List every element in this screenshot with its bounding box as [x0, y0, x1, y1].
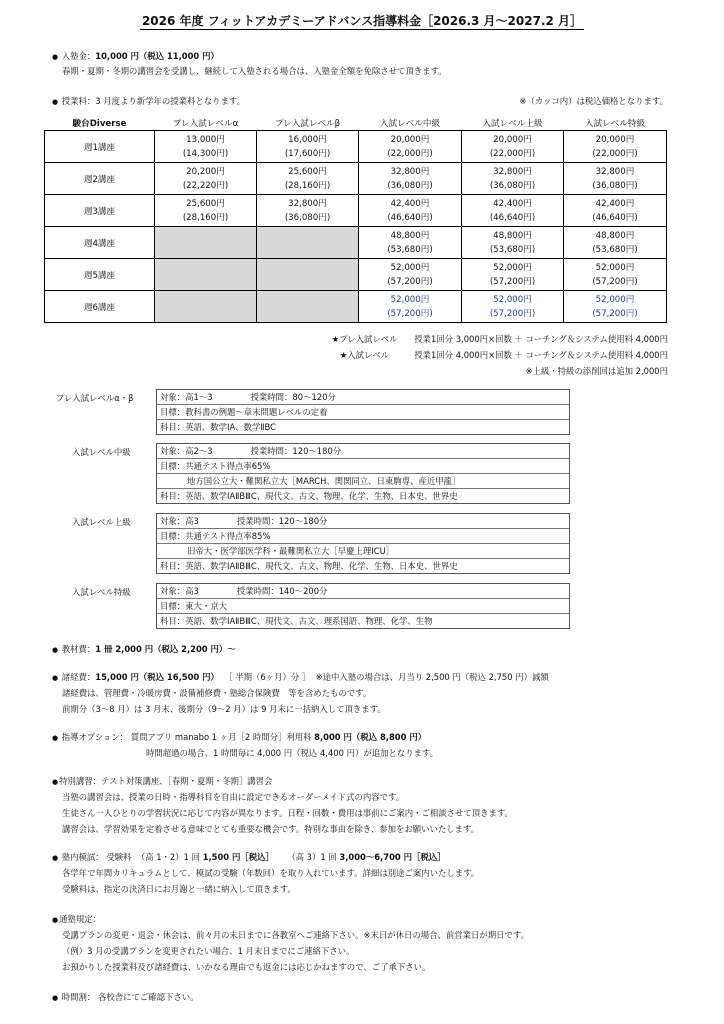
level-row: 科目：英語、数学ⅠAⅡBⅢC、現代文、古文、理系国語、物理、化学、生物	[160, 616, 433, 626]
price-cell: 52,000円 (57,200円)	[359, 291, 462, 323]
price-cell: 42,400円 (46,640円)	[564, 195, 667, 227]
level-row: 対象：高3 授業時間：120～180分	[157, 514, 569, 529]
option-extra: 時間超過の場合、1 時間毎に 4,000 円（税込 4,400 円）が追加となります。	[146, 748, 439, 758]
level-box	[156, 443, 570, 504]
option-fee: ● 指導オプション： 質問アプリ manabo 1 ヶ月［2 時間分］利用料 8,000 円（税込 8,800 円）	[52, 731, 426, 744]
admission-note: 春期・夏期・冬期の講習会を受講し、継続して入塾される場合は、入塾金全額を免除させて頂きます。	[62, 66, 447, 76]
fee-note: ★プレ入試レベル 授業1回分 3,000円×回数 ＋ コーチング＆システム使用料 4,000円	[331, 334, 668, 344]
level-row: 地方国公立大・難関私立大［MARCH、関関同立、日東駒専、産近甲龍］	[157, 474, 569, 489]
price-cell: 52,000円 (57,200円)	[359, 259, 462, 291]
mock-exam: ● 塾内模試： 受験料 （高 1・2）1 回 1,500 円［税込］ （高 3）1 回 3,000～6,700 円［税込］	[52, 851, 446, 864]
price-cell: 20,000円 (22,000円)	[462, 131, 564, 163]
price-cell: 42,400円 (46,640円)	[359, 195, 462, 227]
level-name: 入試レベル上級	[72, 517, 131, 527]
level-name: 入試レベル中級	[72, 447, 131, 457]
level-row: 科目：英語、数学ⅠAⅡBⅢC、現代文、古文、物理、化学、生物、日本史、世界史	[160, 491, 458, 501]
price-cell: 52,000円 (57,200円)	[462, 291, 564, 323]
price-cell: 48,800円 (53,680円)	[462, 227, 564, 259]
price-cell: 16,000円 (17,600円)	[257, 131, 359, 163]
level-row: 科目：英語、数学ⅠA、数学ⅡBC	[160, 422, 276, 432]
tuition-heading: ● 授業料：3 月度より新学年の授業料となります。	[52, 95, 245, 108]
page-title: 2026 年度 フィットアカデミーアドバンス指導料金［2026.3 月～2027.2 月］	[141, 14, 583, 28]
empty-cell	[257, 227, 359, 259]
misc-fee-note: 前期分（3～8 月）は 3 月末、後期分（9～2 月）は 9 月末に一括納入して頂きます。	[62, 704, 386, 714]
level-row: 目標：東大・京大	[157, 599, 569, 614]
level-row: 対象：高2～3 授業時間：120～180分	[157, 444, 569, 459]
admission-fee: ● 入塾金：10,000 円（税込 11,000 円）	[52, 50, 219, 63]
price-cell: 52,000円 (57,200円)	[564, 291, 667, 323]
fee-note: ★入試レベル 授業1回分 4,000円×回数 ＋ コーチング＆システム使用料 4,000円	[339, 350, 668, 360]
materials-fee: ● 教材費：1 冊 2,000 円（税込 2,200 円）～	[52, 643, 236, 656]
header-cell: プレ入試レベルα	[155, 116, 257, 131]
table-row	[45, 195, 667, 227]
header-cell: プレ入試レベルβ	[257, 116, 359, 131]
level-box	[156, 513, 570, 574]
fee-table-header	[45, 116, 667, 131]
level-row: 目標：共通テスト得点率85%	[157, 529, 569, 544]
price-cell: 48,800円 (53,680円)	[564, 227, 667, 259]
row-label: 週4講座	[45, 227, 155, 259]
row-label: 週6講座	[45, 291, 155, 323]
price-cell: 25,600円 (28,160円)	[257, 163, 359, 195]
level-row: 対象：高3 授業時間：140～200分	[157, 584, 569, 599]
empty-cell	[155, 291, 257, 323]
row-label: 週3講座	[45, 195, 155, 227]
level-row: 対象：高1～3 授業時間：80～120分	[157, 390, 569, 405]
price-cell: 42,400円 (46,640円)	[462, 195, 564, 227]
level-name: プレ入試レベルα・β	[56, 393, 134, 403]
price-cell: 25,600円 (28,160円)	[155, 195, 257, 227]
price-cell: 52,000円 (57,200円)	[564, 259, 667, 291]
level-row: 目標：教科書の例題～章末問題レベルの定着	[157, 405, 569, 420]
mock-note: 各学年で年間カリキュラムとして、模試の受験（年数回）を取り入れています。詳細は別途ご案内いたします。	[62, 868, 480, 878]
rules-note: 受講プランの変更・退会・休会は、前々月の末日までに各教室へご連絡下さい。※末日が休日の場合、前営業日が期日です。	[62, 930, 529, 940]
price-cell: 20,000円 (22,000円)	[359, 131, 462, 163]
table-row	[45, 227, 667, 259]
special-note: 当塾の講習会は、授業の日時・指導科目を自由に設定できるオーダーメイド式の内容です。	[62, 792, 405, 802]
level-name: 入試レベル特級	[72, 587, 131, 597]
price-cell: 48,800円 (53,680円)	[359, 227, 462, 259]
table-row	[45, 259, 667, 291]
schedule: ● 時間割： 各校舎にてご確認下さい。	[52, 991, 198, 1004]
table-row	[45, 131, 667, 163]
empty-cell	[155, 259, 257, 291]
price-cell: 32,800円 (36,080円)	[257, 195, 359, 227]
row-label: 週1講座	[45, 131, 155, 163]
price-cell: 32,800円 (36,080円)	[462, 163, 564, 195]
table-row	[45, 163, 667, 195]
level-row: 旧帝大・医学部医学科・最難関私立大［早慶上理ICU］	[157, 544, 569, 559]
special-course: ● 特別講習：テスト対策講座、［春期・夏期・冬期］講習会	[52, 775, 272, 788]
level-box	[156, 389, 570, 435]
price-cell: 32,800円 (36,080円)	[359, 163, 462, 195]
rules-note: お預かりした授業料及び諸経費は、いかなる理由でも返金には応じかねますので、ご了承下さい。	[62, 962, 431, 972]
price-cell: 52,000円 (57,200円)	[462, 259, 564, 291]
mock-note: 受験料は、指定の決済日にお月謝と一緒に納入して頂きます。	[62, 884, 296, 894]
empty-cell	[257, 291, 359, 323]
empty-cell	[155, 227, 257, 259]
header-cell: 入試レベル上級	[462, 116, 564, 131]
special-note: 講習会は、学習効果を定着させる意味でとても重要な機会です。特別な事由を除き、参加をお願いいたします。	[62, 824, 480, 834]
header-cell: 駿台Diverse	[45, 116, 155, 131]
tax-note: ※（カッコ内）は税込価格となります。	[519, 96, 668, 106]
misc-fee: ● 諸経費：15,000 円（税込 16,500 円） ［ 半期（6ヶ月）分 ］ ※途中入塾の場合は、月当り 2,500 円（税込 2,750 円）減額	[52, 671, 549, 684]
fee-note: ※上級・特級の添削回は追加 2,000円	[525, 366, 668, 376]
row-label: 週5講座	[45, 259, 155, 291]
price-cell: 20,000円 (22,000円)	[564, 131, 667, 163]
header-cell: 入試レベル中級	[359, 116, 462, 131]
price-cell: 32,800円 (36,080円)	[564, 163, 667, 195]
fee-table	[44, 116, 667, 323]
row-label: 週2講座	[45, 163, 155, 195]
empty-cell	[257, 259, 359, 291]
price-cell: 20,200円 (22,220円)	[155, 163, 257, 195]
misc-fee-note: 諸経費は、管理費・冷暖房費・設備補修費・塾総合保険費 等を含めたものです。	[62, 688, 372, 698]
header-cell: 入試レベル特級	[564, 116, 667, 131]
table-row	[45, 291, 667, 323]
special-note: 生徒さん一人ひとりの学習状況に応じて内容が異なります。日程・回数・費用は事前にご案内・ご相談させて頂きます。	[62, 808, 513, 818]
rules-heading: ● 通塾規定：	[52, 913, 101, 926]
price-cell: 13,000円 (14,300円)	[155, 131, 257, 163]
level-box	[156, 583, 570, 629]
level-row: 目標：共通テスト得点率65%	[157, 459, 569, 474]
level-row: 科目：英語、数学ⅠAⅡBⅢC、現代文、古文、物理、化学、生物、日本史、世界史	[160, 561, 458, 571]
rules-note: （例）3 月の受講プランを変更されたい場合、1 月末日までにご連絡下さい。	[62, 946, 355, 956]
